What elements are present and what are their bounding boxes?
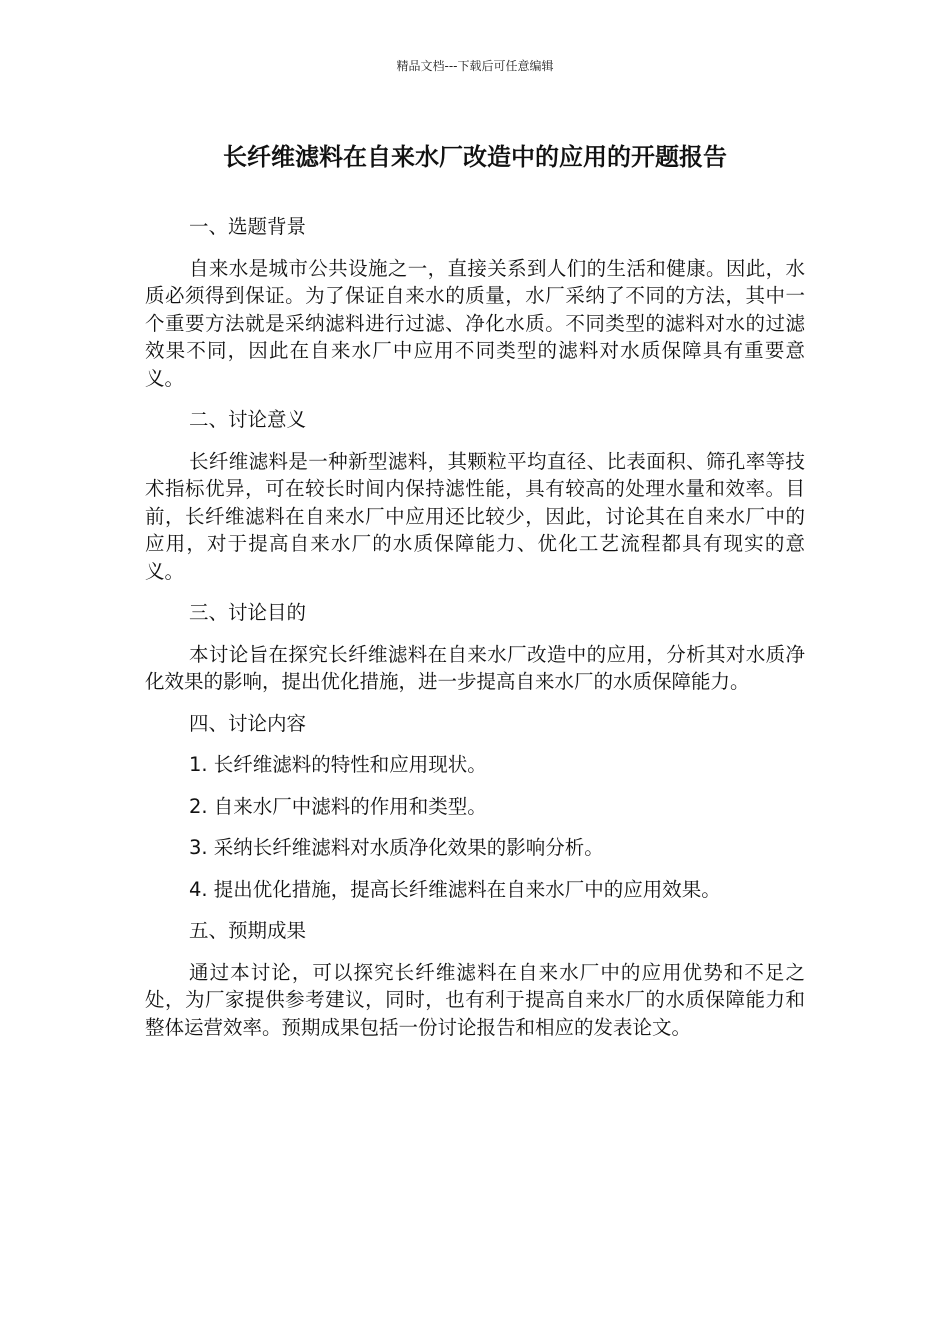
section-paragraph-expected-results: 通过本讨论，可以探究长纤维滤料在自来水厂中的应用优势和不足之处，为厂家提供参考建议，同时，也有利于提高自来水厂的水质保障能力和整体运营效率。预期成果包括一份讨论报告和相应的发表论文。 <box>145 960 805 1039</box>
header-note: 精品文档---下载后可任意编辑 <box>396 59 554 73</box>
section-paragraph-purpose: 本讨论旨在探究长纤维滤料在自来水厂改造中的应用，分析其对水质净化效果的影响，提出优化措施，进一步提高自来水厂的水质保障能力。 <box>145 642 805 693</box>
section-heading-expected-results: 五、预期成果 <box>189 919 307 942</box>
document-title: 长纤维滤料在自来水厂改造中的应用的开题报告 <box>223 143 727 171</box>
section-heading-background: 一、选题背景 <box>189 215 307 238</box>
section-heading-content: 四、讨论内容 <box>189 711 307 735</box>
list-item: 2. 自来水厂中滤料的作用和类型。 <box>189 794 487 818</box>
section-heading-significance: 二、讨论意义 <box>189 408 307 431</box>
document-body <box>145 213 805 1055</box>
section-paragraph-background: 自来水是城市公共设施之一，直接关系到人们的生活和健康。因此，水质必须得到保证。为了保证自来水的质量，水厂采纳了不同的方法，其中一个重要方法就是采纳滤料进行过滤、净化水质。不同类型的滤料对水的过滤效果不同，因此在自来水厂中应用不同类型的滤料对水质保障具有重要意义。 <box>145 256 805 390</box>
section-heading-purpose: 三、讨论目的 <box>189 601 307 624</box>
section-paragraph-significance: 长纤维滤料是一种新型滤料，其颗粒平均直径、比表面积、筛孔率等技术指标优异，可在较长时间内保持滤性能，具有较高的处理水量和效率。目前，长纤维滤料在自来水厂中应用还比较少，因此，讨论其在自来水厂中的应用，对于提高自来水厂的水质保障能力、优化工艺流程都具有现实的意义。 <box>145 449 805 583</box>
list-item: 3. 采纳长纤维滤料对水质净化效果的影响分析。 <box>189 836 604 859</box>
list-item: 4. 提出优化措施，提高长纤维滤料在自来水厂中的应用效果。 <box>189 877 721 901</box>
list-item: 1. 长纤维滤料的特性和应用现状。 <box>189 753 487 776</box>
